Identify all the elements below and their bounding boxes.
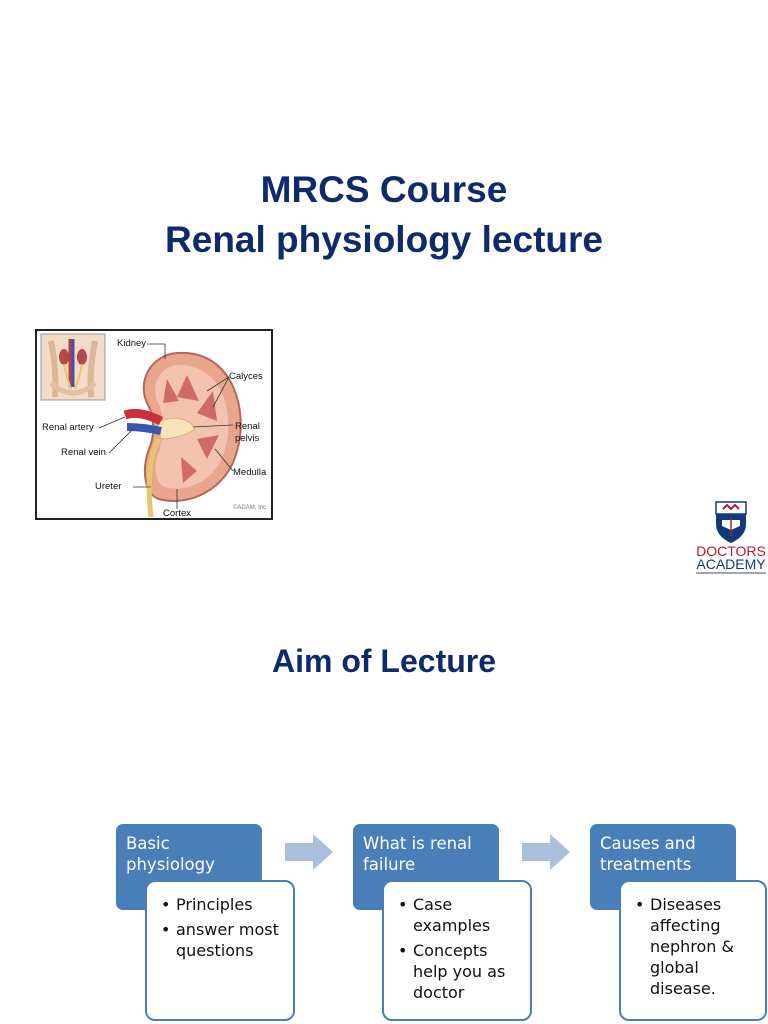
logo-tagline-line: [696, 572, 766, 574]
doctors-academy-logo: [694, 500, 768, 578]
step-header-renal-failure: What is renal failure: [353, 824, 499, 910]
label-pelvis: pelvis: [235, 433, 260, 444]
step-header-causes-treatments: Causes and treatments: [590, 824, 736, 910]
logo-text-doctors: DOCTORS: [696, 543, 766, 559]
label-kidney: Kidney: [117, 338, 147, 349]
course-title: MRCS Course: [260, 169, 508, 210]
bullet-item: • Diseases affecting nephron & global disease.: [631, 894, 757, 999]
kidney-anatomy-figure: [35, 329, 273, 520]
step-details-basic-physiology: [145, 880, 295, 1021]
bullet-item: • answer most questions: [157, 919, 285, 961]
image-credit: ©ADAM, Inc.: [233, 505, 268, 511]
label-medulla: Medulla: [233, 467, 267, 478]
label-renal: Renal: [235, 421, 260, 432]
label-ureter: Ureter: [95, 481, 122, 492]
right-arrow-icon: [285, 834, 335, 870]
lecture-title: Renal physiology lecture: [165, 219, 603, 260]
label-renal-vein: Renal vein: [61, 447, 106, 458]
step-details-causes-treatments: [619, 880, 767, 1021]
bullet-item: • Principles: [157, 894, 285, 915]
label-renal-artery: Renal artery: [42, 422, 94, 433]
step-details-renal-failure: [382, 880, 532, 1021]
right-arrow-icon: [522, 834, 572, 870]
bullet-item: • Concepts help you as doctor: [394, 940, 522, 1003]
shield-crest-icon: [694, 500, 768, 544]
label-calyces: Calyces: [229, 371, 263, 382]
bullet-item: • Case examples: [394, 894, 522, 936]
step-header-basic-physiology: Basic physiology: [116, 824, 262, 910]
label-cortex: Cortex: [163, 508, 191, 519]
aim-title: Aim of Lecture: [271, 643, 497, 679]
logo-text-academy: ACADEMY: [696, 556, 766, 572]
